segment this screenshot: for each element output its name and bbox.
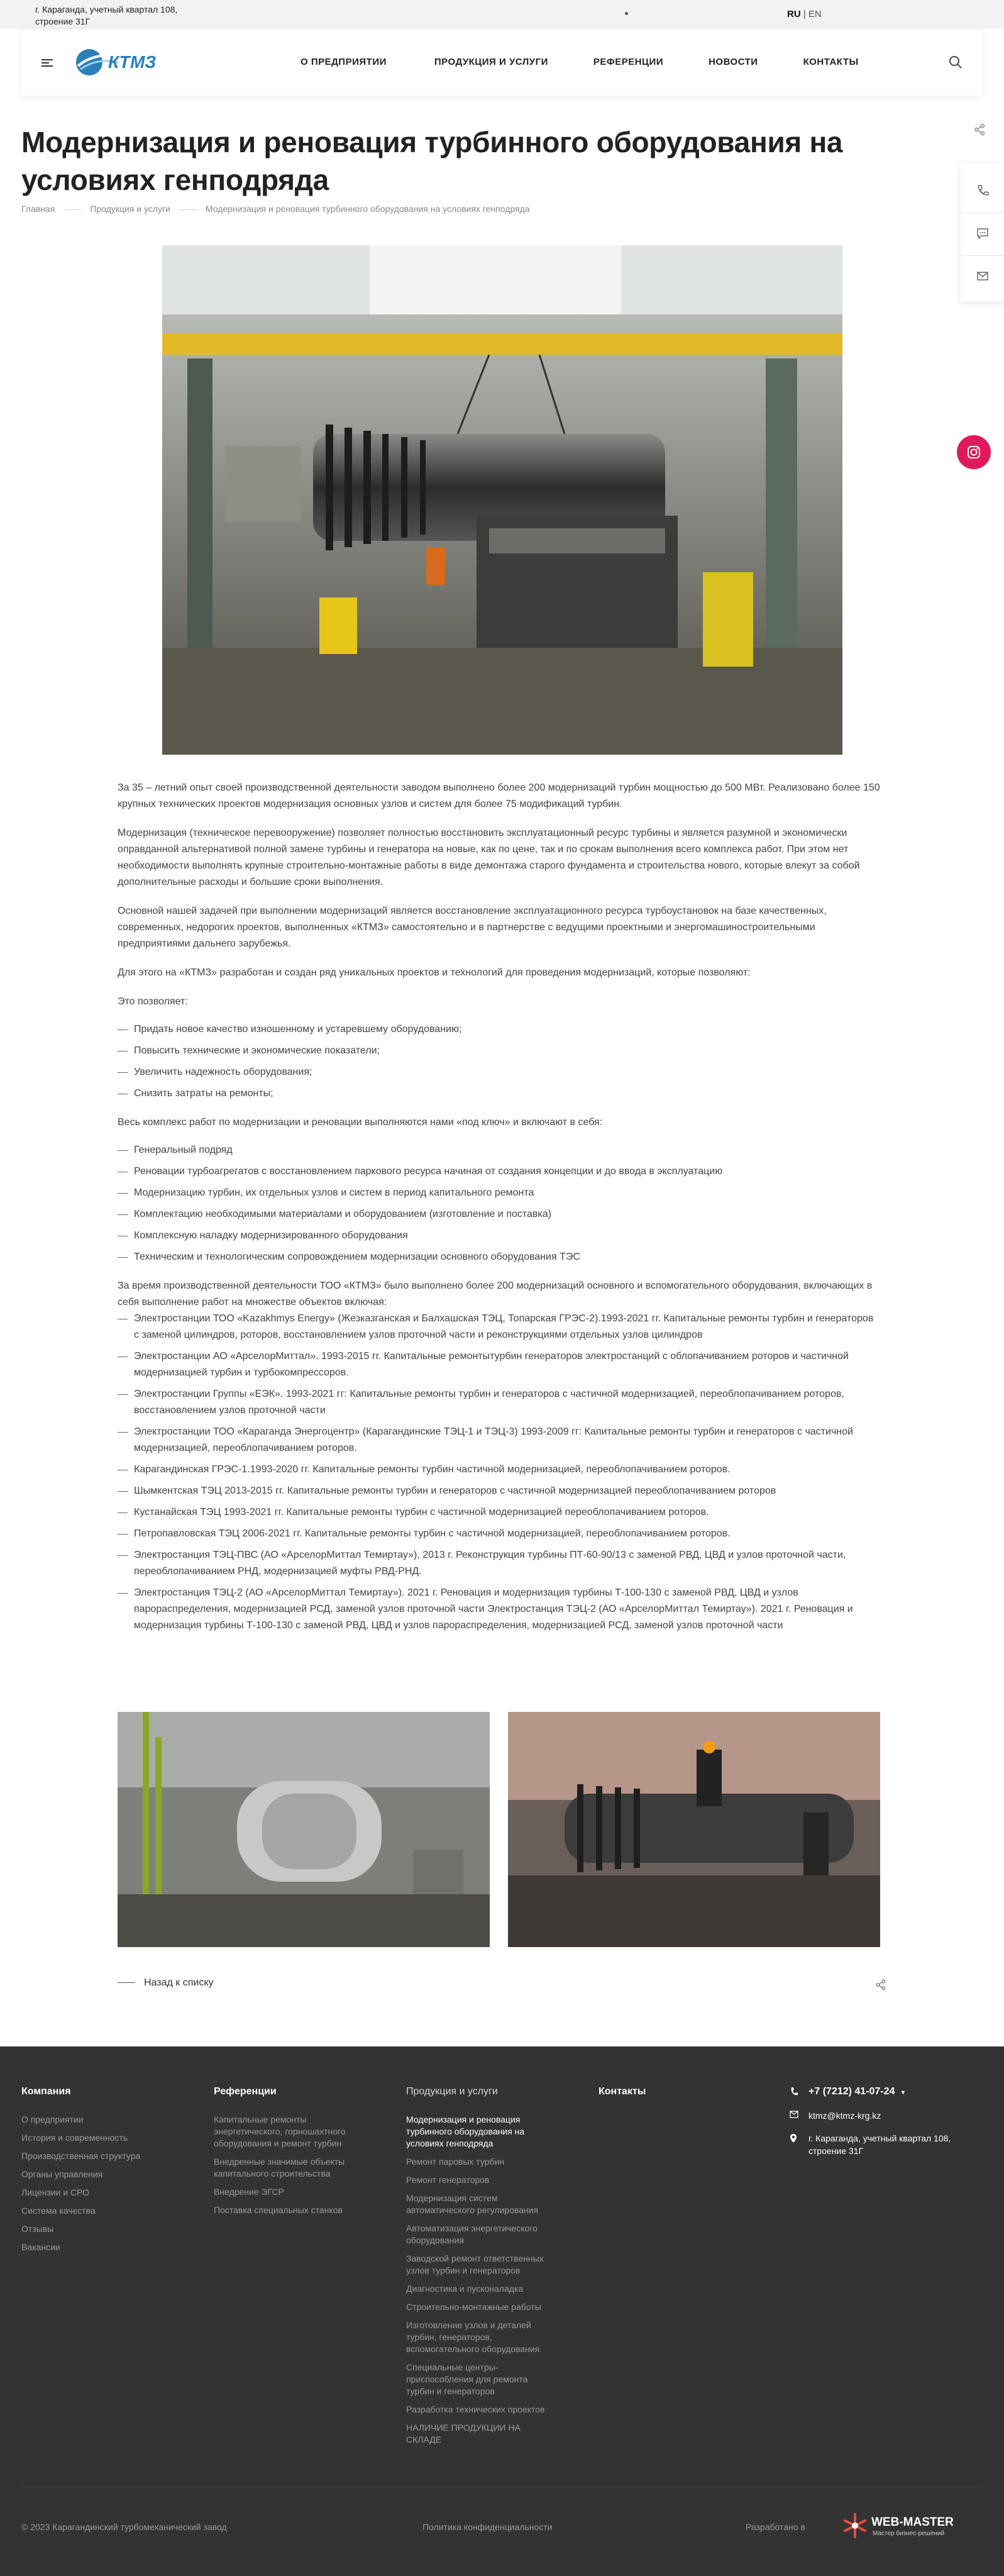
lang-en-link[interactable]: EN [808,9,822,19]
dot-separator [625,12,628,15]
page-title: Модернизация и реновация турбинного оборудования на условиях генподряда [21,126,843,196]
mail-icon [790,2111,798,2118]
copyright: © 2023 Карагандинский турбомеханический завод [21,2522,227,2532]
mail-icon[interactable] [976,269,990,283]
list-item: Шымкентская ТЭЦ 2013-2015 гг. Капитальные ремонты турбин и генераторов с частичной модернизацией переоблопачиванием роторов [118,1483,880,1499]
list-item: Электростанции ТОО «Kazakhmys Energy» (Жезказганская и Балхашская ТЭЦ, Топарская ГРЭС-2).1993-2021 гг. Капитальные ремонты турбин и генераторов с заменой цилиндров, роторов, восстановлением узлов проточной части и реконструкциями отдельных узлов цилиндров [118,1311,880,1343]
list-item: Придать новое качество изношенному и устаревшему оборудованию; [118,1021,880,1038]
list-item: Электростанция ТЭЦ-ПВС (АО «АрселорМиттал Темиртау»), 2013 г. Реконструкция турбины ПТ-60-90/13 с заменой РВД, ЦВД и узлов проточной части, переоблопачиванием РНД, модернизацией муфты РВД-РНД. [118,1547,880,1580]
floating-contact-panel [961,164,1004,302]
nav-contacts[interactable]: КОНТАКТЫ [803,57,859,67]
footer-address [790,2132,978,2157]
footer-link[interactable]: Заводской ремонт ответственных узлов турбин и генераторов [406,2253,544,2275]
gallery-photo[interactable] [508,1712,880,1947]
footer-link[interactable]: Автоматизация энергетического оборудования [406,2223,538,2245]
list-item: Электростанции АО «АрселорМиттал». 1993-2015 гг. Капитальные ремонтытурбин генераторов электростанций с облопачиванием роторов и частичной модернизацией турбин и турбокомпрессоров. [118,1348,880,1381]
main-nav [301,57,859,67]
back-to-list-link[interactable] [118,1977,214,1989]
paragraph: Это позволяет: [118,996,188,1007]
list-item: Комплектацию необходимыми материалами и оборудованием (изготовление и поставка) [118,1206,880,1223]
list-item: Генеральный подряд [118,1142,880,1158]
footer-link[interactable]: Внедрение ЭГСР [214,2187,284,2197]
footer-link[interactable]: Строительно-монтажные работы [406,2302,541,2312]
footer-link[interactable]: Разработка технических проектов [406,2404,545,2414]
article-content [118,780,880,1634]
nav-references[interactable]: РЕФЕРЕНЦИИ [593,57,664,67]
nav-news[interactable]: НОВОСТИ [709,57,758,67]
location-pin-icon [790,2133,797,2143]
callback-phone-icon[interactable] [976,184,990,197]
paragraph: За время производственной деятельности ТОО «КТМЗ» было выполнено более 200 модернизаций основного и вспомогательного оборудования, включающих в себя выполнение работ на множестве объектов включая: [118,1280,873,1307]
paragraph: За 35 – летний опыт своей производственной деятельности заводом выполнено более 200 модернизаций турбин мощностью до 500 МВт. Реализовано более 150 крупных технических проектов модернизация основных узлов и систем для более 75 модификаций турбин. [118,782,880,809]
list-item: Увеличить надежность оборудования; [118,1064,880,1080]
footer-col-references [214,2085,371,2223]
footer-email[interactable] [790,2109,978,2122]
footer [0,2046,1004,2576]
company-logo[interactable] [72,44,166,80]
footer-link[interactable]: НАЛИЧИЕ ПРОДУКЦИИ НА СКЛАДЕ [406,2423,521,2445]
footer-link[interactable]: История и современность [21,2133,128,2143]
footer-link[interactable]: Ремонт паровых турбин [406,2157,505,2167]
email-address[interactable]: ktmz@ktmz-krg.kz [808,2111,881,2121]
footer-link[interactable]: Капитальные ремонты энергетического, горношахтного оборудования и ремонт турбин [214,2114,346,2148]
webmaster-star-icon [842,2512,868,2540]
top-bar [0,0,1004,29]
gallery-photo[interactable] [118,1712,490,1947]
nav-about[interactable]: О ПРЕДПРИЯТИИ [301,57,387,67]
list-item: Техническим и технологическим сопровождением модернизации основного оборудования ТЭС [118,1249,880,1265]
list-item: Реновации турбоагрегатов с восстановлением паркового ресурса начиная от создания концепции и до ввода в эксплуатацию [118,1163,880,1180]
paragraph: Для этого на «КТМЗ» разработан и создан ряд уникальных проектов и технологий для проведения модернизаций, которые позволяют: [118,967,751,978]
menu-burger-icon[interactable] [41,59,53,67]
chat-icon[interactable] [976,226,990,240]
paragraph: Весь комплекс работ по модернизации и реновации выполняются нами «под ключ» и включают в себя: [118,1117,603,1128]
hero-turbine-photo [162,245,842,755]
list-item: Петропавловская ТЭЦ 2006-2021 гг. Капитальные ремонты турбин с частичной модернизацией, переоблопачиванием роторов. [118,1526,880,1542]
chevron-down-icon[interactable]: ▾ [901,2089,905,2096]
footer-heading[interactable]: Контакты [599,2086,646,2097]
privacy-link[interactable]: Политика конфиденциальности [422,2522,553,2532]
top-address: г. Караганда, учетный квартал 108, строение 31Г [35,4,178,26]
footer-link[interactable]: О предприятии [21,2114,84,2124]
footer-phone[interactable] [790,2085,978,2099]
footer-link[interactable]: Лицензии и СРО [21,2187,90,2197]
footer-link[interactable]: Вакансии [21,2242,60,2252]
main-header [21,30,983,96]
footer-link[interactable]: Отзывы [21,2224,54,2234]
lang-ru-link[interactable]: RU [787,9,801,19]
lang-separator: | [803,9,806,19]
list-item: Кустанайская ТЭЦ 1993-2021 гг. Капитальные ремонты турбин с частичной модернизацией переоблопачиванием роторов. [118,1504,880,1521]
footer-link[interactable]: Диагностика и пусконаладка [406,2284,524,2294]
instagram-icon[interactable] [957,435,991,469]
developer-label: Разработано в [746,2522,805,2532]
footer-link[interactable]: Органы управления [21,2169,103,2179]
webmaster-brand: WEB-MASTER [871,2516,954,2529]
footer-link[interactable]: Поставка специальных станков [214,2205,343,2215]
footer-link[interactable]: Производственная структура [21,2151,141,2161]
footer-link-active[interactable]: Модернизация и реновация турбинного оборудования на условиях генподряда [406,2114,525,2148]
footer-link[interactable]: Изготовление узлов и деталей турбин, генераторов, вспомогательного оборудования [406,2320,540,2354]
breadcrumb-current: Модернизация и реновация турбинного оборудования на условиях генподряда [205,204,530,214]
footer-link[interactable]: Ремонт генераторов [406,2175,490,2185]
footer-link[interactable]: Модернизация систем автоматического регулирования [406,2193,539,2215]
webmaster-tagline: Мастер бизнес-решений [873,2530,945,2537]
footer-link[interactable]: Внедренные значимые объекты капитального строительства [214,2157,345,2179]
footer-link[interactable]: Система качества [21,2206,96,2216]
phone-icon [790,2087,798,2097]
footer-col-contacts [599,2085,724,2114]
nav-products[interactable]: ПРОДУКЦИЯ И УСЛУГИ [434,57,548,67]
footer-col-products [406,2085,557,2452]
footer-link[interactable]: Специальные центры-приспособления для ремонта турбин и генераторов [406,2362,528,2396]
logo-text: КТМЗ [108,52,157,72]
phone-number[interactable]: +7 (7212) 41-07-24 [808,2086,895,2097]
footer-heading[interactable]: Референции [214,2086,277,2097]
search-icon[interactable] [949,55,963,69]
breadcrumb-home[interactable]: Главная [21,204,55,214]
footer-contacts [790,2085,978,2167]
share-icon[interactable] [875,1979,886,1990]
language-switch [787,9,822,19]
paragraph: Основной нашей задачей при выполнении модернизаций является восстановление эксплуатационного ресурса турбоустановок на базе качественных, современных, недорогих проектов, выполненных «КТМЗ» самостоятельно и в партнерстве с ведущими проектными и энергомашиностроительными предприятиями дальнего зарубежья. [118,906,827,949]
list-item: Снизить затраты на ремонты; [118,1085,880,1102]
breadcrumb-products[interactable]: Продукция и услуги [90,204,170,214]
list-item: Комплексную наладку модернизированного оборудования [118,1228,880,1244]
footer-heading[interactable]: Продукция и услуги [406,2086,498,2097]
webmaster-logo[interactable] [842,2512,968,2543]
list-item: Электростанция ТЭЦ-2 (АО «АрселорМиттал Темиртау»). 2021 г. Реновация и модернизация турбины Т-100-130 с заменой РВД, ЦВД и узлов парораспределения, модернизацией РСД, заменой узлов проточной части Электростанция ТЭЦ-2 (АО «АрселорМиттал Темиртау»). 2021 г. Реновация и модернизация турбины Т-100-130 с заменой РВД, ЦВД и узлов парораспределения, модернизацией РСД, заменой узлов проточной части [118,1585,880,1634]
list-item: Карагандинская ГРЭС-1.1993-2020 гг. Капитальные ремонты турбин частичной модернизацией, переоблопачиванием роторов. [118,1462,880,1478]
footer-col-company [21,2085,185,2260]
list-item: Повысить технические и экономические показатели; [118,1043,880,1059]
paragraph: Модернизация (техническое перевооружение) позволяет полностью восстановить эксплуатационный ресурс турбины и является разумной и экономически оправданной альтернативой полной замене турбины и генератора на новые, как по цене, так и по срокам выполнения всего комплекса работ. При этом нет необходимости выполнять крупные строительно-монтажные работы в виде демонтажа старого фундамента и строительства нового, которые влекут за собой дополнительные расходы и большие сроки выполнения. [118,828,860,887]
back-label: Назад к списку [144,1977,214,1988]
address-text: г. Караганда, учетный квартал 108, строение 31Г [808,2133,951,2156]
footer-heading[interactable]: Компания [21,2086,71,2097]
breadcrumb [21,204,530,214]
share-icon[interactable] [973,123,986,136]
list-item: Электростанции ТОО «Караганда Энергоцентр» (Карагандинские ТЭЦ-1 и ТЭЦ-3) 1993-2009 гг: Капитальные ремонты турбин и генераторов с частичной модернизацией, переоблопачиванием роторов. [118,1424,880,1457]
list-item: Модернизацию турбин, их отдельных узлов и систем в период капитального ремонта [118,1185,880,1201]
list-item: Электростанции Группы «ЕЭК». 1993-2021 гг: Капитальные ремонты турбин и генераторов с частичной модернизацией, переоблопачиванием роторов, восстановлением узлов проточной части [118,1386,880,1419]
